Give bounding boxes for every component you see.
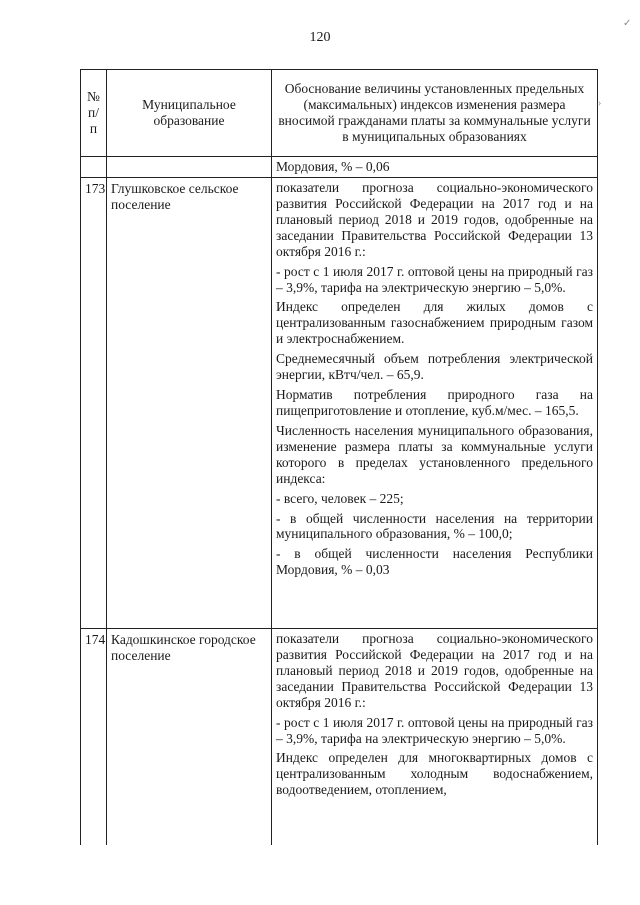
justification-paragraph: - рост с 1 июля 2017 г. оптовой цены на природный газ – 3,9%, тарифа на электрическую энергию – 5,0%.: [276, 263, 593, 295]
table-row: [81, 178, 598, 629]
row-number: 174: [81, 629, 107, 846]
table-row: [81, 629, 598, 846]
scan-mark: ›: [598, 98, 602, 109]
page-number: 120: [309, 30, 331, 45]
header-num: № п/п: [81, 70, 107, 157]
continuation-text: Мордовия, % – 0,06: [272, 157, 598, 178]
header-justification: Обоснование величины установленных предельных (максимальных) индексов изменения размера вносимой гражданами платы за коммунальные услуги в муниципальных образованиях: [272, 70, 598, 157]
justification-paragraph: Норматив потребления природного газа на пищеприготовление и отопление, куб.м/мес. – 165,5.: [276, 387, 593, 418]
header-municipality: Муниципальное образование: [107, 70, 272, 157]
justification-paragraph: - рост с 1 июля 2017 г. оптовой цены на природный газ – 3,9%, тарифа на электрическую энергию – 5,0%.: [276, 714, 593, 746]
continuation-mun-cell: [107, 157, 272, 178]
justification-cell: [272, 629, 598, 846]
justification-paragraph: Численность населения муниципального образования, изменение размера платы за коммунальные услуги которого в пределах установленного предельного индекса:: [276, 422, 593, 486]
justification-paragraph: Индекс определен для многоквартирных домов с централизованным холодным водоснабжением, водоотведением, отоплением,: [276, 750, 593, 798]
justification-paragraph: - в общей численности населения Республики Мордовия, % – 0,03: [276, 546, 593, 578]
municipality-name: Глушковское сельское поселение: [107, 178, 272, 629]
continuation-row: [81, 157, 598, 178]
continuation-num-cell: [81, 157, 107, 178]
scan-mark: ✓: [623, 18, 632, 29]
table-header-row: [81, 70, 598, 157]
justification-cell: [272, 178, 598, 629]
justification-paragraph: Среднемесячный объем потребления электрической энергии, кВтч/чел. – 65,9.: [276, 351, 593, 383]
justification-table: [80, 69, 598, 845]
justification-paragraph: - в общей численности населения на территории муниципального образования, % – 100,0;: [276, 510, 593, 542]
justification-paragraph: показатели прогноза социально-экономического развития Российской Федерации на 2017 год и на плановый период 2018 и 2019 годов, одобренные на заседании Правительства Российской Федерации 13 октября 2016 г.:: [276, 180, 593, 259]
row-number: 173: [81, 178, 107, 629]
justification-paragraph: Индекс определен для жилых домов с централизованным газоснабжением природным газом и электроснабжением.: [276, 299, 593, 347]
justification-paragraph: - всего, человек – 225;: [276, 490, 404, 506]
municipality-name: Кадошкинское городское поселение: [107, 629, 272, 846]
justification-paragraph: показатели прогноза социально-экономического развития Российской Федерации на 2017 год и на плановый период 2018 и 2019 годов, одобренные на заседании Правительства Российской Федерации 13 октября 2016 г.:: [276, 631, 593, 710]
